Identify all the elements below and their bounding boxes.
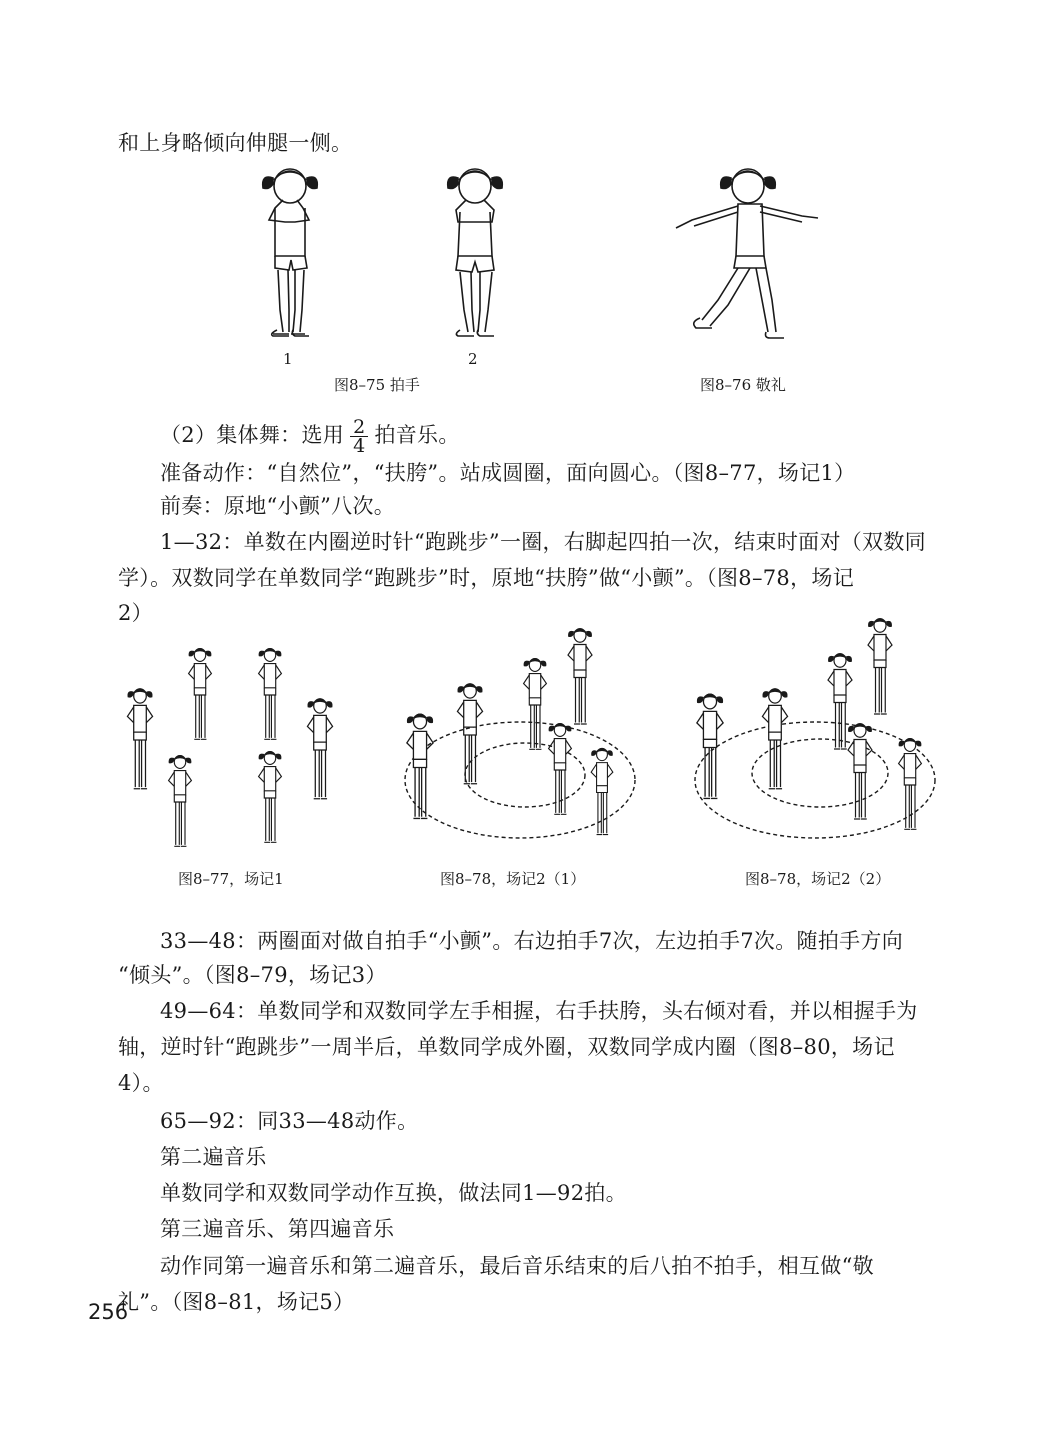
- dancer: [457, 684, 482, 784]
- para-33-48-line1: 33—48：两圈面对做自拍手“小颤”。右边拍手7次，左边拍手7次。随拍手方向: [160, 929, 904, 953]
- fig77-caption: 图8–77，场记1: [178, 870, 284, 888]
- dancer: [524, 659, 547, 750]
- dancer: [307, 699, 332, 799]
- dancer: [189, 649, 212, 740]
- heading-second-music: 第二遍音乐: [160, 1145, 267, 1169]
- dancer: [127, 689, 152, 789]
- fraction-denominator: 4: [353, 435, 366, 457]
- para-49-64-line2: 轴，逆时针“跑跳步”一周半后，单数同学成外圈，双数同学成内圈（图8–80，场记: [118, 1035, 895, 1059]
- formation-diagram-1: [120, 640, 360, 855]
- para-49-64-line3: 4）。: [118, 1071, 164, 1095]
- para-ending-line1: 动作同第一遍音乐和第二遍音乐，最后音乐结束的后八拍不拍手，相互做“敬: [160, 1254, 874, 1278]
- dancer: [697, 694, 723, 798]
- formation-diagram-2a: [400, 625, 660, 845]
- para-prep: 准备动作：“自然位”，“扶胯”。站成圆圈，面向圆心。（图8–77，场记1）: [160, 461, 856, 485]
- salute-girl-figure: [672, 160, 822, 350]
- fig78a-caption: 图8–78，场记2（1）: [440, 870, 586, 888]
- dancer: [591, 748, 613, 834]
- heading-third-fourth-music: 第三遍音乐、第四遍音乐: [160, 1217, 395, 1241]
- formation-diagram-2b: [690, 615, 940, 845]
- dancer: [169, 756, 192, 847]
- para-collective-text-a: （2）集体舞：选用: [160, 423, 345, 447]
- para-collective-text-b: 拍音乐。: [374, 423, 460, 447]
- para-1-32-line1: 1—32：单数在内圈逆时针“跑跳步”一圈，右脚起四拍一次，结束时面对（双数同: [160, 530, 926, 554]
- para-ending-line2: 礼”。（图8–81，场记5）: [118, 1290, 355, 1314]
- fig76-caption: 图8–76 敬礼: [700, 376, 786, 394]
- dancer: [259, 752, 282, 843]
- clapping-girl-2-figure: [430, 160, 520, 350]
- dancer: [259, 649, 282, 740]
- time-signature-fraction: [350, 418, 368, 455]
- para-1-32-line2: 学）。双数同学在单数同学“跑跳步”时，原地“扶胯”做“小颤”。（图8–78，场记: [118, 566, 854, 590]
- dancer: [568, 629, 592, 724]
- para-second-music: 单数同学和双数同学动作互换，做法同1—92拍。: [160, 1181, 627, 1205]
- fig75-sub-label-2: 2: [468, 350, 478, 368]
- page-number: 256: [88, 1300, 129, 1324]
- dancer: [762, 689, 787, 789]
- dancer: [868, 619, 892, 714]
- clapping-girl-1-figure: [245, 160, 335, 350]
- para-1-32-line3: 2）: [118, 601, 153, 625]
- fig75-caption: 图8–75 拍手: [334, 376, 420, 394]
- para-33-48-line2: “倾头”。（图8–79，场记3）: [118, 963, 387, 987]
- fig78b-caption: 图8–78，场记2（2）: [745, 870, 891, 888]
- para-65-92: 65—92：同33—48动作。: [160, 1109, 419, 1133]
- para-49-64-line1: 49—64：单数同学和双数同学左手相握，右手扶胯，头右倾对看，并以相握手为: [160, 999, 918, 1023]
- text-line-top: 和上身略倾向伸腿一侧。: [118, 131, 353, 155]
- fig75-sub-label-1: 1: [283, 350, 293, 368]
- para-prelude: 前奏：原地“小颤”八次。: [160, 494, 396, 518]
- dancer: [407, 714, 433, 818]
- para-collective: [160, 418, 460, 455]
- dancer: [828, 654, 852, 749]
- fraction-numerator: 2: [350, 418, 368, 437]
- dancer: [848, 724, 872, 819]
